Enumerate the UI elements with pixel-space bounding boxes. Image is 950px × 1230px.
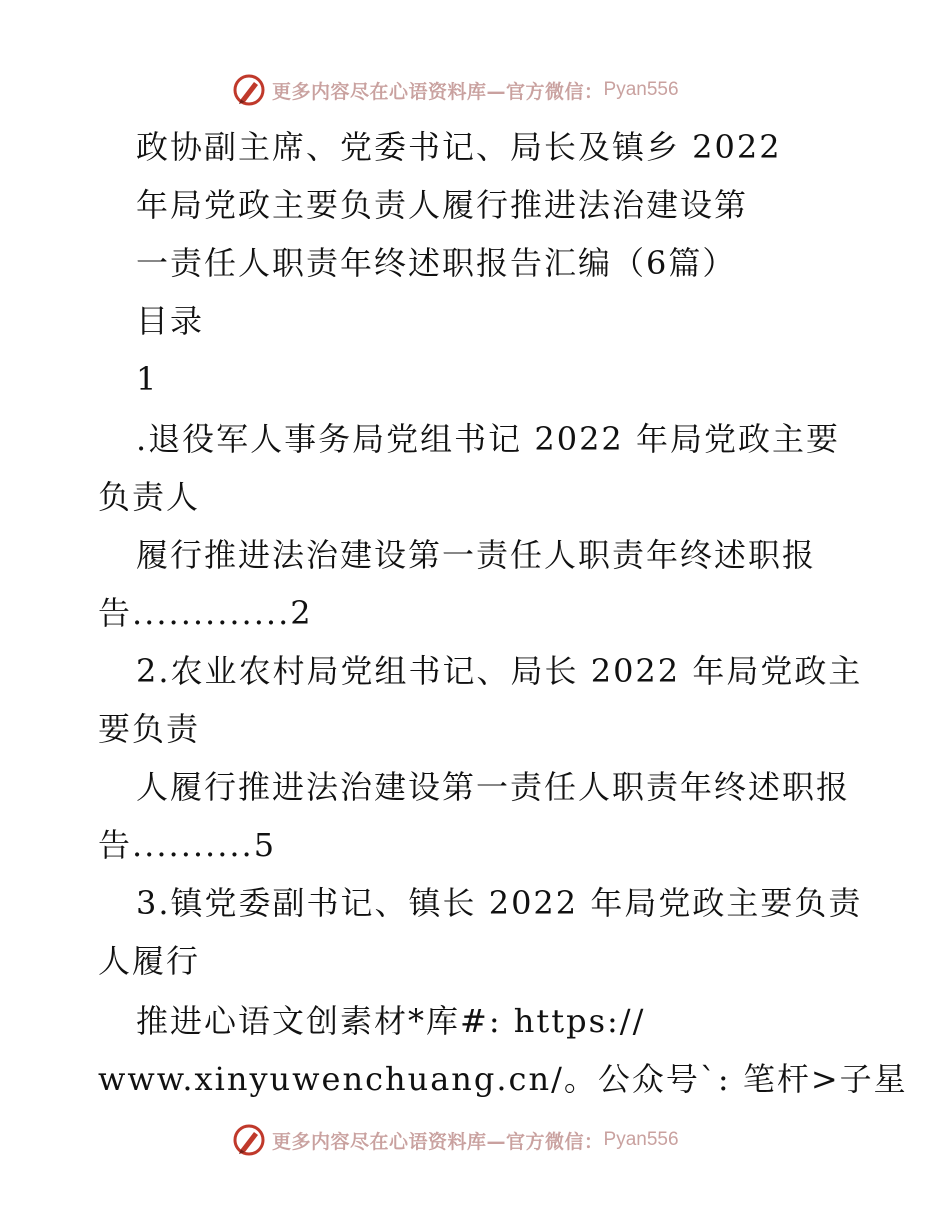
toc-number-1: 1 (136, 360, 159, 398)
watermark-text: 更多内容尽在心语资料库—官方微信： (272, 80, 604, 103)
footer-url-line: www.xinyuwenchuang.cn/。公众号`: 笔杆>子星 (98, 1060, 908, 1098)
toc-item-2-page: 告..........5 (98, 826, 277, 864)
pen-logo-icon (232, 1123, 266, 1157)
title-line-1: 政协副主席、党委书记、局长及镇乡 2022 (136, 128, 782, 166)
watermark-footer (232, 1120, 679, 1160)
watermark-account: Pyan556 (603, 79, 679, 100)
toc-item-2-line-1: 2.农业农村局党组书记、局长 2022 年局党政主 (136, 652, 863, 690)
toc-item-3-line-3: 推进心语文创素材*库#: https:// (136, 1002, 646, 1040)
toc-item-1-line-3: 履行推进法治建设第一责任人职责年终述职报 (136, 536, 817, 574)
toc-item-3-line-1: 3.镇党委副书记、镇长 2022 年局党政主要负责 (136, 884, 863, 922)
watermark-text: 更多内容尽在心语资料库—官方微信： (272, 1130, 604, 1153)
toc-item-3-line-2: 人履行 (98, 942, 201, 980)
toc-heading: 目录 (136, 302, 205, 340)
title-line-2: 年局党政主要负责人履行推进法治建设第 (136, 186, 749, 224)
toc-item-2-line-3: 人履行推进法治建设第一责任人职责年终述职报 (136, 768, 851, 806)
title-line-3: 一责任人职责年终述职报告汇编（6篇） (136, 244, 737, 282)
toc-item-1-line-2: 负责人 (98, 478, 201, 516)
toc-item-1-page: 告.............2 (98, 594, 313, 632)
toc-item-2-line-2: 要负责 (98, 710, 201, 748)
toc-item-1-line-1: .退役军人事务局党组书记 2022 年局党政主要 (136, 420, 840, 458)
watermark-header (232, 70, 679, 110)
pen-logo-icon (232, 73, 266, 107)
watermark-account: Pyan556 (603, 1129, 679, 1150)
